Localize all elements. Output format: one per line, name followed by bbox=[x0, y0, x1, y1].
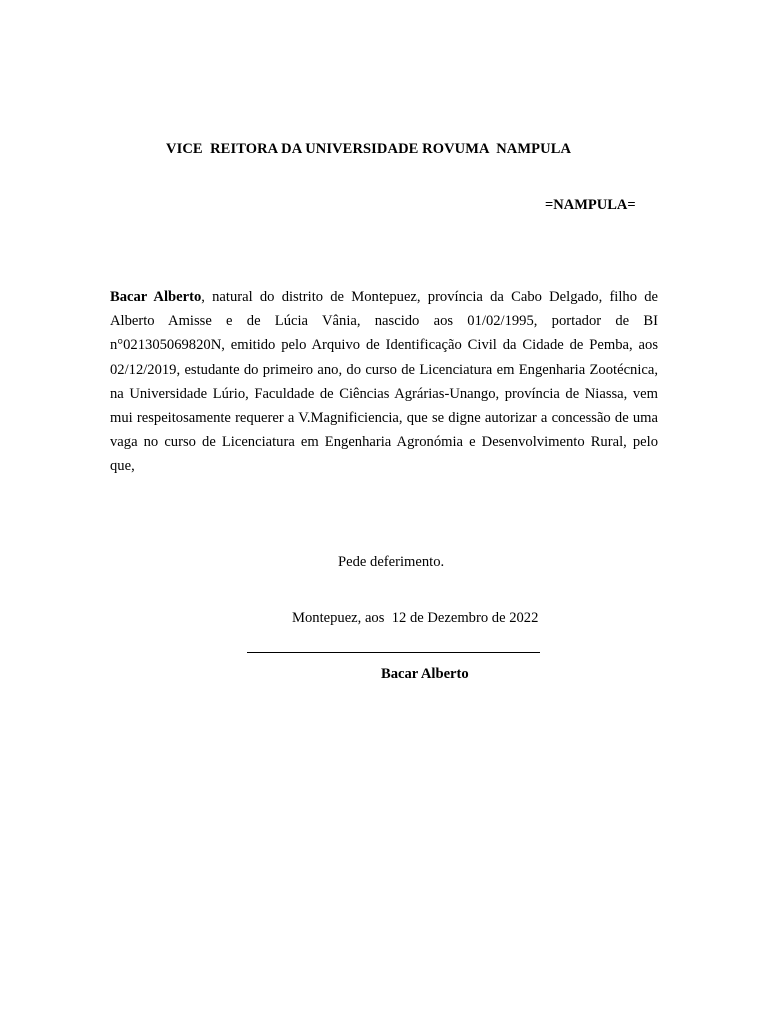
request-body-text: , natural do distrito de Montepuez, província da Cabo Delgado, filho de Alberto Amisse e de Lúcia Vânia, nascido aos 01/02/1995, portador de BI n°021305069820N, emitido pelo Arquivo de Identificação Civil da Cidade de Pemba, aos 02/12/2019, estudante do primeiro ano, do curso de Licenciatura em Engenharia Zootécnica, na Universidade Lúrio, Faculdade de Ciências Agrárias-Unango, província de Niassa, vem mui respeitosamente requerer a V.Magnificiencia, que se digne autorizar a concessão de uma vaga no curso de Licenciatura em Engenharia Agronómia e Desenvolvimento Rural, pelo que, bbox=[110, 289, 659, 475]
addressee-heading: VICE REITORA DA UNIVERSIDADE ROVUMA NAMPULA bbox=[166, 141, 572, 157]
signature-line bbox=[247, 652, 540, 653]
signature-name: Bacar Alberto bbox=[381, 666, 469, 682]
closing-request: Pede deferimento. bbox=[338, 554, 445, 570]
place-and-date: Montepuez, aos 12 de Dezembro de 2022 bbox=[292, 610, 539, 626]
request-paragraph bbox=[110, 285, 658, 479]
requester-name: Bacar Alberto bbox=[110, 289, 202, 305]
city-line: =NAMPULA= bbox=[545, 197, 636, 213]
